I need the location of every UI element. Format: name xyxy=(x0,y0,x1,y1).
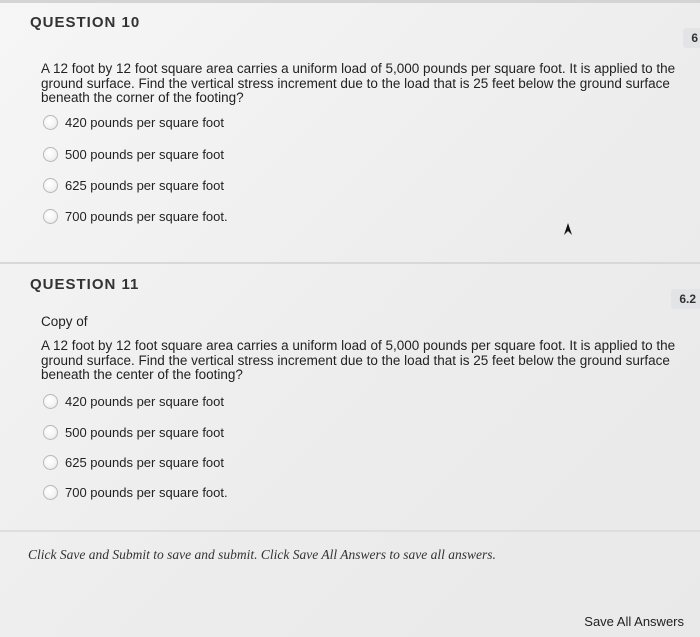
save-all-answers-button[interactable]: Save All Answers xyxy=(584,614,684,629)
footer-divider xyxy=(0,530,700,532)
question-title: QUESTION 10 xyxy=(30,14,141,31)
answer-option[interactable] xyxy=(43,113,224,131)
radio-button[interactable] xyxy=(43,178,58,193)
answer-option[interactable] xyxy=(43,145,224,163)
copy-of-label: Copy of xyxy=(41,314,88,329)
answer-option[interactable] xyxy=(43,453,224,471)
points-badge: 6.2 xyxy=(671,289,700,309)
answer-option[interactable] xyxy=(43,176,224,194)
footer-instructions: Click Save and Submit to save and submit. Click Save All Answers to save all answers. xyxy=(28,547,496,562)
question-11-block xyxy=(0,264,700,528)
answer-option[interactable] xyxy=(43,423,224,441)
radio-button[interactable] xyxy=(43,115,58,130)
answer-label: 625 pounds per square foot xyxy=(65,454,225,470)
answer-label: 420 pounds per square foot xyxy=(65,114,225,130)
answer-option[interactable] xyxy=(43,207,228,225)
radio-button[interactable] xyxy=(43,209,58,224)
answer-label: 500 pounds per square foot xyxy=(65,146,225,162)
question-title: QUESTION 11 xyxy=(30,276,140,293)
answer-option[interactable] xyxy=(43,392,224,410)
radio-button[interactable] xyxy=(43,485,58,500)
radio-button[interactable] xyxy=(43,147,58,162)
answer-label: 700 pounds per square foot. xyxy=(65,484,228,500)
points-badge: 6 xyxy=(683,28,700,48)
answer-label: 500 pounds per square foot xyxy=(65,424,225,440)
answer-label: 700 pounds per square foot. xyxy=(65,208,228,224)
radio-button[interactable] xyxy=(43,455,58,470)
question-prompt: A 12 foot by 12 foot square area carries a uniform load of 5,000 pounds per square foot. It is applied to the ground surface. Find the vertical stress increment due to the load that is 25 feet below the ground surface beneath the center of the footing? xyxy=(41,338,676,382)
answer-label: 420 pounds per square foot xyxy=(65,393,225,409)
answer-label: 625 pounds per square foot xyxy=(65,177,225,193)
question-prompt: A 12 foot by 12 foot square area carries a uniform load of 5,000 pounds per square foot. It is applied to the ground surface. Find the vertical stress increment due to the load that is 25 feet below the ground surface beneath the corner of the footing? xyxy=(41,61,676,105)
mouse-cursor-icon xyxy=(561,222,575,236)
radio-button[interactable] xyxy=(43,394,58,409)
question-10-block xyxy=(0,0,700,262)
answer-option[interactable] xyxy=(43,483,228,501)
radio-button[interactable] xyxy=(43,425,58,440)
